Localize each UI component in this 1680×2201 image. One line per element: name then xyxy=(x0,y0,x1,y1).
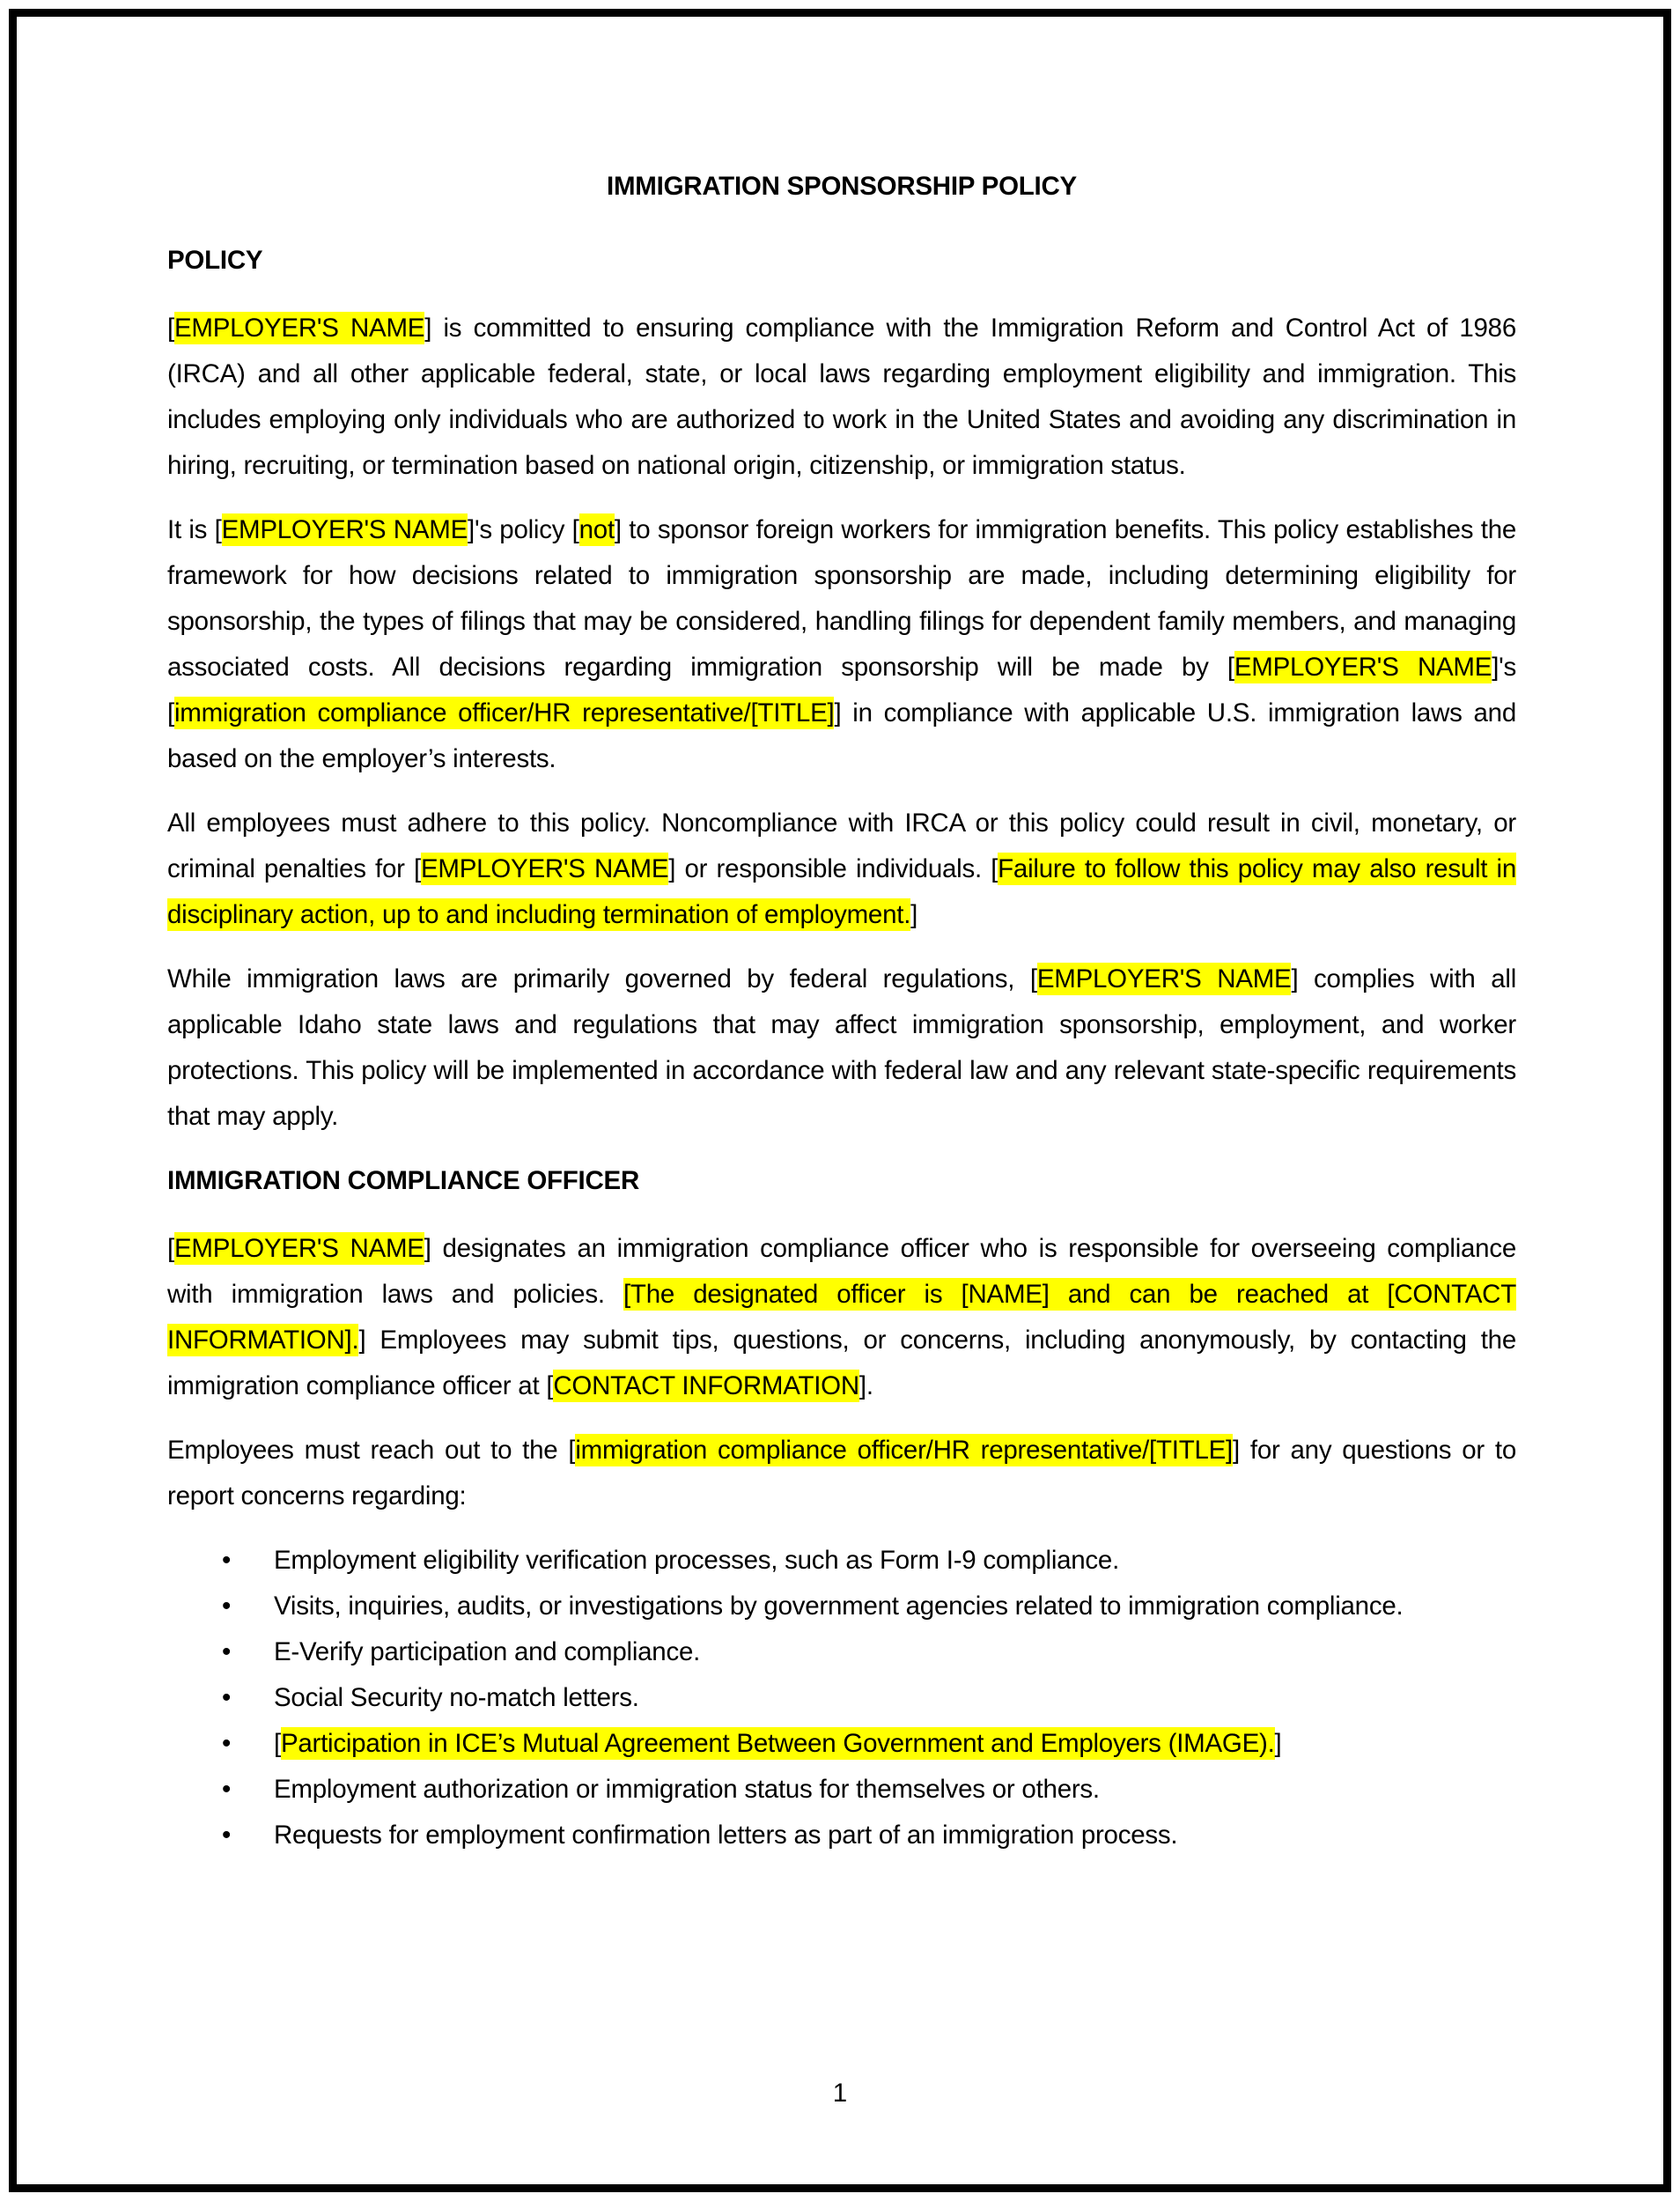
text-run: While immigration laws are primarily governed by federal regulations, [ xyxy=(167,964,1037,993)
highlighted-text: immigration compliance officer/HR representative/[TITLE] xyxy=(173,698,835,728)
highlighted-text: EMPLOYER'S NAME xyxy=(1234,653,1492,682)
text-run: ] to sponsor foreign workers for immigration benefits. This policy establishes the framework for how decisions related to immigration sponsorship are made, including determining eligibility for sponsorship, the types of filings that may be considered, handling filings for dependent family members, and managing associated costs. All decisions regarding immigration sponsorship will be made by [ xyxy=(167,515,1517,682)
text-run: ] complies with all applicable Idaho state laws and regulations that may affect immigration sponsorship, employment, and worker protections. This policy will be implemented in accordance with federal law and any relevant state-specific requirements that may apply. xyxy=(167,964,1516,1131)
highlighted-text: Participation in ICE’s Mutual Agreement Between Government and Employers (IMAGE). xyxy=(280,1729,1275,1758)
text-run: [ xyxy=(167,314,174,343)
text-run: Employment authorization or immigration status for themselves or others. xyxy=(274,1775,1100,1804)
text-run: Employees must reach out to the [ xyxy=(167,1436,576,1465)
list-item-no-match xyxy=(167,1675,1516,1721)
paragraph-state-laws xyxy=(167,956,1516,1140)
heading-compliance-officer: IMMIGRATION COMPLIANCE OFFICER xyxy=(167,1166,640,1195)
heading-policy: POLICY xyxy=(167,246,263,275)
text-run: Requests for employment confirmation letters as part of an immigration process. xyxy=(274,1821,1178,1850)
text-run: ]'s [ xyxy=(167,653,1517,728)
text-run: ] xyxy=(910,900,918,929)
highlighted-text: [The designated officer is [NAME] and can be reached at [CONTACT INFORMATION]. xyxy=(167,1280,1516,1355)
highlighted-text: CONTACT INFORMATION xyxy=(553,1371,859,1400)
text-run: ]'s policy [ xyxy=(468,515,579,544)
paragraph-sponsorship-policy xyxy=(167,507,1516,782)
text-run: All employees must adhere to this policy. Noncompliance with IRCA or this policy could result in civil, monetary, or criminal penalties for [ xyxy=(167,809,1516,883)
page-number: 1 xyxy=(832,2079,848,2108)
highlighted-text: not xyxy=(578,515,615,544)
text-run: [ xyxy=(274,1729,281,1758)
text-run: ] is committed to ensuring compliance with the Immigration Reform and Control Act of 1986 (IRCA) and all other applicable federal, state, or local laws regarding employment eligibility and immigration. This includes employing only individuals who are authorized to work in the United States and avoiding any discrimination in hiring, recruiting, or termination based on national origin, citizenship, or immigration status. xyxy=(167,314,1517,480)
text-run: ] Employees may submit tips, questions, or concerns, including anonymously, by contacting the immigration compliance officer at [ xyxy=(167,1326,1516,1400)
text-run: ] for any questions or to report concerns regarding: xyxy=(167,1436,1516,1510)
text-run: [ xyxy=(167,1234,174,1263)
paragraph-officer-designation xyxy=(167,1226,1516,1409)
text-run: Visits, inquiries, audits, or investigations by government agencies related to immigration compliance. xyxy=(274,1592,1404,1621)
list-item-image xyxy=(167,1721,1516,1767)
paragraph-commitment xyxy=(167,306,1516,489)
highlighted-text: Failure to follow this policy may also result in disciplinary action, up to and including termination of employment. xyxy=(167,854,1517,929)
text-run: ] designates an immigration compliance officer who is responsible for overseeing compliance with immigration laws and policies. xyxy=(167,1234,1516,1309)
text-run: ]. xyxy=(858,1371,873,1400)
highlighted-text: immigration compliance officer/HR representative/[TITLE] xyxy=(575,1436,1234,1465)
highlighted-text: EMPLOYER'S NAME xyxy=(1036,964,1292,993)
highlighted-text: EMPLOYER'S NAME xyxy=(420,854,669,883)
paragraph-reach-out xyxy=(167,1428,1516,1519)
text-run: ] in compliance with applicable U.S. immigration laws and based on the employer’s interests. xyxy=(167,698,1516,773)
document-title: IMMIGRATION SPONSORSHIP POLICY xyxy=(607,172,1077,201)
list-item-i9 xyxy=(167,1538,1516,1584)
text-run: It is [ xyxy=(167,515,222,544)
document-content xyxy=(167,164,1516,1858)
list-item-confirmation-letters xyxy=(167,1813,1516,1858)
text-run: ] or responsible individuals. [ xyxy=(668,854,998,883)
text-run: Employment eligibility verification processes, such as Form I-9 compliance. xyxy=(274,1546,1120,1575)
text-run: ] xyxy=(1274,1729,1282,1758)
highlighted-text: EMPLOYER'S NAME xyxy=(173,314,425,343)
text-run: E-Verify participation and compliance. xyxy=(274,1637,701,1666)
bullet-list xyxy=(167,1538,1516,1858)
list-item-government-visits xyxy=(167,1584,1516,1629)
list-item-everify xyxy=(167,1629,1516,1675)
highlighted-text: EMPLOYER'S NAME xyxy=(221,515,468,544)
highlighted-text: EMPLOYER'S NAME xyxy=(173,1234,424,1263)
list-item-authorization xyxy=(167,1767,1516,1813)
paragraph-adherence xyxy=(167,801,1516,938)
text-run: Social Security no-match letters. xyxy=(274,1683,639,1712)
